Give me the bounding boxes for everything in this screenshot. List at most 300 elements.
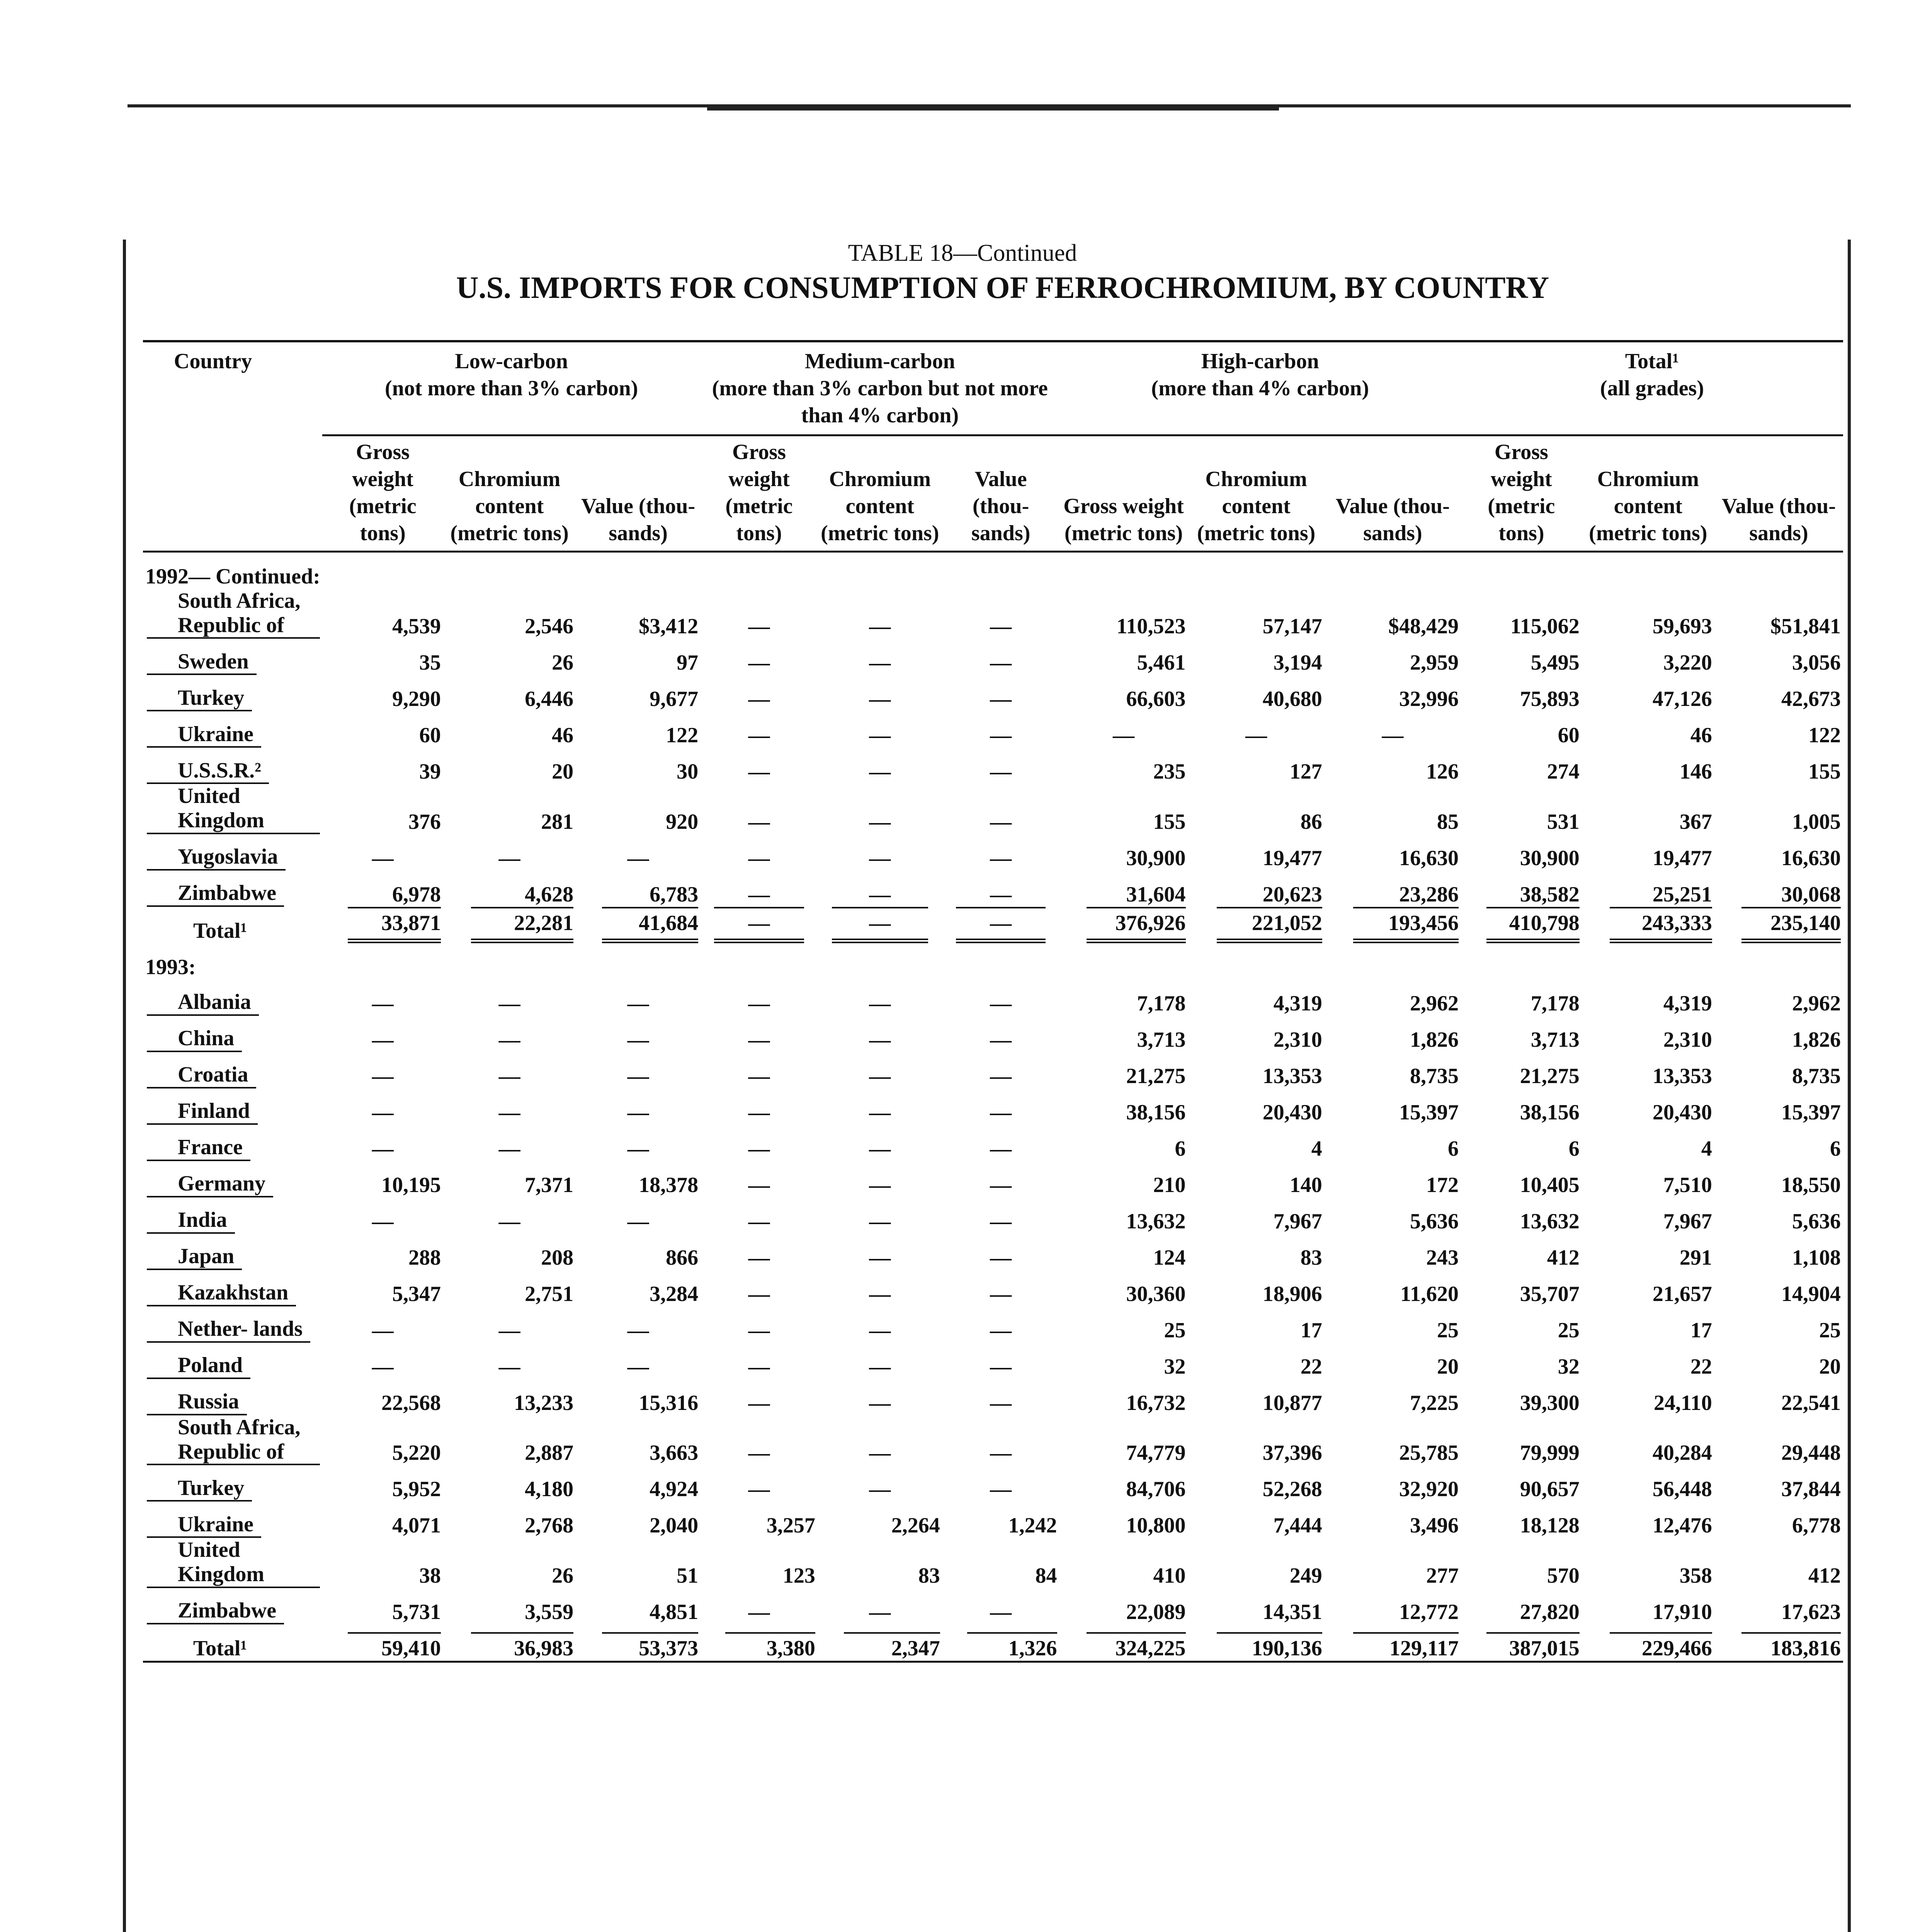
cell-value: — <box>869 846 891 870</box>
cell-value: 7,444 <box>1273 1514 1322 1538</box>
cell-value: 83 <box>918 1563 940 1588</box>
cell-value: 5,952 <box>392 1477 441 1502</box>
cell-value: 16,630 <box>1781 846 1841 870</box>
value-header: Value (thou- sands) <box>942 435 1059 552</box>
cell-value: 31,604 <box>1126 882 1186 906</box>
top-rule-accent <box>707 107 1279 111</box>
cell-value: 39,300 <box>1520 1391 1580 1415</box>
country-name <box>143 784 322 834</box>
cell-value: — <box>869 723 891 748</box>
cell-value: 22,568 <box>381 1391 441 1415</box>
cell-value: 57,147 <box>1262 614 1322 639</box>
cell-value: 51 <box>677 1563 699 1588</box>
cell-value: 2,962 <box>1792 991 1841 1015</box>
cell-value: 12,772 <box>1399 1600 1459 1624</box>
cell-value: 5,347 <box>392 1282 441 1306</box>
total-value: 410,798 <box>1486 907 1580 943</box>
cell-value: 26 <box>552 651 574 675</box>
chromium-content-header: Chromium content (metric tons) <box>1582 435 1714 552</box>
total-value: 3,380 <box>725 1632 815 1661</box>
cell-value: 32,920 <box>1399 1477 1459 1502</box>
cell-value: — <box>748 760 770 784</box>
gross-weight-header: Gross weight (metric tons) <box>1059 435 1188 552</box>
cell-value: 274 <box>1547 760 1580 784</box>
cell-value <box>1325 907 1461 943</box>
cell-value: 32,996 <box>1399 687 1459 711</box>
cell-value: 38,156 <box>1520 1100 1580 1124</box>
country-text: Germany <box>147 1172 273 1197</box>
cell-value: $48,429 <box>1388 614 1459 639</box>
cell-value: — <box>869 1245 891 1270</box>
cell-value: 288 <box>408 1245 441 1270</box>
cell-value: — <box>748 882 770 906</box>
cell-value: 243 <box>1426 1245 1459 1270</box>
cell-value: 124 <box>1153 1245 1186 1270</box>
total-value: 193,456 <box>1353 907 1459 943</box>
country-header: Country <box>143 341 322 552</box>
cell-value: 22 <box>1300 1354 1322 1379</box>
year-label: 1993: <box>145 955 196 980</box>
country-name <box>143 1502 322 1538</box>
cell-value: 30,900 <box>1126 846 1186 870</box>
cell-value: 60 <box>419 723 441 748</box>
table-row <box>143 1306 1843 1343</box>
cell-value: — <box>748 1027 770 1052</box>
cell-value: — <box>627 1354 649 1379</box>
cell-value: — <box>748 846 770 870</box>
cell-value: 6 <box>1830 1136 1841 1161</box>
cell-value: — <box>372 846 394 870</box>
cell-value: — <box>498 1027 520 1052</box>
cell-value: 22 <box>1690 1354 1712 1379</box>
cell-value: 66,603 <box>1126 687 1186 711</box>
total-value: 2,347 <box>844 1632 940 1661</box>
cell-value: 9,677 <box>650 687 699 711</box>
cell-value: 1,826 <box>1792 1027 1841 1052</box>
cell-value: — <box>990 1173 1012 1197</box>
table-row <box>143 1465 1843 1502</box>
cell-value: 21,657 <box>1652 1282 1712 1306</box>
cell-value: — <box>990 810 1012 834</box>
total-row <box>143 1624 1843 1662</box>
cell-value: 126 <box>1426 760 1459 784</box>
cell-value: 1,242 <box>1008 1514 1057 1538</box>
cell-value: 38,582 <box>1520 882 1580 906</box>
cell-value: 2,546 <box>525 614 574 639</box>
table-row <box>143 1270 1843 1306</box>
cell-value: — <box>498 1100 520 1124</box>
country-text: India <box>147 1208 235 1234</box>
country-text: Total¹ <box>193 1636 247 1660</box>
table-row <box>143 784 1843 834</box>
group-title: High-carbon <box>1201 349 1319 373</box>
cell-value: 18,906 <box>1262 1282 1322 1306</box>
cell-value: 4,319 <box>1663 991 1712 1015</box>
cell-value: — <box>748 1391 770 1415</box>
cell-value: 4 <box>1311 1136 1322 1161</box>
cell-value: — <box>748 1136 770 1161</box>
group-subtitle: (more than 4% carbon) <box>1151 376 1369 400</box>
cell-value: — <box>372 1100 394 1124</box>
table-row <box>143 1052 1843 1088</box>
table-label: TABLE 18—Continued <box>848 240 1077 266</box>
cell-value: — <box>1382 723 1404 748</box>
cell-value: 1,826 <box>1410 1027 1459 1052</box>
cell-value: 3,713 <box>1137 1027 1186 1052</box>
group-subtitle: (not more than 3% carbon) <box>384 376 638 400</box>
table-row <box>143 589 1843 639</box>
cell-value: 410 <box>1153 1563 1186 1588</box>
cell-value: 4,851 <box>650 1600 699 1624</box>
country-name <box>143 1538 322 1588</box>
table-row <box>143 980 1843 1016</box>
country-name <box>143 1415 322 1465</box>
country-text: Croatia <box>147 1063 256 1088</box>
cell-value: 37,844 <box>1781 1477 1841 1502</box>
table-body <box>143 552 1843 1662</box>
country-text: South Africa, Republic of <box>147 589 320 639</box>
country-text: United Kingdom <box>147 1538 320 1588</box>
table-row <box>143 1234 1843 1270</box>
country-name <box>143 1016 322 1052</box>
cell-value: — <box>869 1354 891 1379</box>
cell-value: 39 <box>419 760 441 784</box>
cell-value: — <box>990 1064 1012 1088</box>
total-value: 53,373 <box>602 1632 698 1661</box>
total-value: 59,410 <box>348 1632 441 1661</box>
cell-value: — <box>498 1064 520 1088</box>
cell-value: — <box>748 810 770 834</box>
value-header: Value (thou- sands) <box>1325 435 1461 552</box>
cell-value <box>1582 907 1714 943</box>
cell-value: 59,693 <box>1652 614 1712 639</box>
cell-value: 376 <box>408 810 441 834</box>
cell-value: 122 <box>666 723 699 748</box>
total-value: — <box>714 907 804 943</box>
cell-value: 52,268 <box>1262 1477 1322 1502</box>
table-title: U.S. IMPORTS FOR CONSUMPTION OF FERROCHROMIUM, BY COUNTRY <box>456 271 1549 305</box>
cell-value: 7,178 <box>1137 991 1186 1015</box>
total-value: 229,466 <box>1610 1632 1712 1661</box>
cell-value: — <box>990 991 1012 1015</box>
country-text: South Africa, Republic of <box>147 1415 320 1465</box>
table-row <box>143 1343 1843 1379</box>
cell-value: — <box>869 1600 891 1624</box>
cell-value: 20 <box>1819 1354 1841 1379</box>
chromium-content-header: Chromium content (metric tons) <box>443 435 576 552</box>
cell-value <box>942 907 1059 943</box>
country-name <box>143 1161 322 1197</box>
cell-value: — <box>869 614 891 639</box>
cell-value: 4 <box>1701 1136 1712 1161</box>
table-row <box>143 1379 1843 1415</box>
country-text: Nether- lands <box>147 1317 310 1343</box>
cell-value: 3,056 <box>1792 651 1841 675</box>
cell-value: 6,783 <box>650 882 699 906</box>
cell-value: 3,663 <box>650 1441 699 1465</box>
cell-value: — <box>869 760 891 784</box>
chromium-content-header: Chromium content (metric tons) <box>818 435 942 552</box>
total-value: 324,225 <box>1087 1632 1186 1661</box>
cell-value: — <box>627 846 649 870</box>
cell-value: — <box>748 1282 770 1306</box>
cell-value: — <box>990 882 1012 906</box>
cell-value: — <box>990 723 1012 748</box>
cell-value: — <box>748 1209 770 1233</box>
year-label: 1992— Continued: <box>145 565 320 589</box>
cell-value: 7,967 <box>1273 1209 1322 1233</box>
cell-value: 2,959 <box>1410 651 1459 675</box>
cell-value: 1,108 <box>1792 1245 1841 1270</box>
group-title: Medium-carbon <box>804 349 955 373</box>
year-row <box>143 552 1843 589</box>
cell-value: — <box>990 1245 1012 1270</box>
cell-value: 2,751 <box>525 1282 574 1306</box>
cell-value: 6,446 <box>525 687 574 711</box>
country-text: Ukraine <box>147 722 261 748</box>
cell-value: — <box>748 1354 770 1379</box>
cell-value: — <box>748 687 770 711</box>
left-margin-line <box>123 240 126 1932</box>
cell-value: — <box>990 1391 1012 1415</box>
cell-value: 13,353 <box>1262 1064 1322 1088</box>
cell-value: 7,178 <box>1530 991 1580 1015</box>
country-text: Poland <box>147 1353 250 1379</box>
table-row <box>143 1016 1843 1052</box>
cell-value: 75,893 <box>1520 687 1580 711</box>
cell-value: — <box>869 651 891 675</box>
cell-value: 4,071 <box>392 1514 441 1538</box>
cell-value: 110,523 <box>1116 614 1186 639</box>
cell-value: 90,657 <box>1520 1477 1580 1502</box>
table-row <box>143 1088 1843 1125</box>
cell-value: 10,405 <box>1520 1173 1580 1197</box>
cell-value: 17 <box>1690 1318 1712 1342</box>
table-row <box>143 834 1843 871</box>
cell-value: 2,040 <box>650 1514 699 1538</box>
country-name <box>143 1197 322 1234</box>
cell-value: 140 <box>1289 1173 1322 1197</box>
cell-value: $51,841 <box>1770 614 1841 639</box>
cell-value: — <box>990 1282 1012 1306</box>
cell-value: 19,477 <box>1262 846 1322 870</box>
cell-value: 123 <box>782 1563 815 1588</box>
cell-value: 86 <box>1300 810 1322 834</box>
cell-value: 19,477 <box>1652 846 1712 870</box>
cell-value: — <box>869 1318 891 1342</box>
cell-value: — <box>990 1477 1012 1502</box>
gross-weight-header: Gross weight (metric tons) <box>1461 435 1582 552</box>
cell-value: 20,623 <box>1262 882 1322 906</box>
cell-value: 35,707 <box>1520 1282 1580 1306</box>
cell-value: 8,735 <box>1792 1064 1841 1088</box>
table-row <box>143 748 1843 784</box>
cell-value: 4,180 <box>525 1477 574 1502</box>
cell-value: 46 <box>1690 723 1712 748</box>
cell-value: — <box>748 1100 770 1124</box>
total-row <box>143 907 1843 943</box>
cell-value: 18,550 <box>1781 1173 1841 1197</box>
cell-value: 14,904 <box>1781 1282 1841 1306</box>
cell-value: 5,461 <box>1137 651 1186 675</box>
table-row <box>143 1502 1843 1538</box>
cell-value: 3,257 <box>766 1514 815 1538</box>
cell-value: 15,316 <box>639 1391 699 1415</box>
total-value: 243,333 <box>1610 907 1712 943</box>
cell-value: 12,476 <box>1652 1514 1712 1538</box>
cell-value: 27,820 <box>1520 1600 1580 1624</box>
cell-value: — <box>1245 723 1267 748</box>
cell-value: 5,220 <box>392 1441 441 1465</box>
column-group-header-row <box>143 341 1843 435</box>
country-text: Kazakhstan <box>147 1281 296 1306</box>
cell-value: 79,999 <box>1520 1441 1580 1465</box>
country-text: Sweden <box>147 650 257 675</box>
cell-value: — <box>498 991 520 1015</box>
country-name <box>143 748 322 784</box>
cell-value: 20 <box>552 760 574 784</box>
cell-value: 32 <box>1164 1354 1186 1379</box>
cell-value: — <box>627 1209 649 1233</box>
cell-value: — <box>372 1318 394 1342</box>
cell-value: — <box>748 723 770 748</box>
cell-value <box>818 907 942 943</box>
cell-value: 25,251 <box>1652 882 1712 906</box>
cell-value: — <box>1113 723 1134 748</box>
cell-value: — <box>372 991 394 1015</box>
total-label <box>143 907 322 943</box>
cell-value: $3,412 <box>639 614 699 639</box>
cell-value: 10,800 <box>1126 1514 1186 1538</box>
cell-value: 7,510 <box>1663 1173 1712 1197</box>
total-value: — <box>956 907 1046 943</box>
cell-value <box>1582 1624 1714 1662</box>
cell-value: 10,195 <box>381 1173 441 1197</box>
cell-value: 13,233 <box>514 1391 574 1415</box>
table-row <box>143 1415 1843 1465</box>
cell-value: 122 <box>1808 723 1841 748</box>
cell-value: 25 <box>1558 1318 1580 1342</box>
cell-value: 29,448 <box>1781 1441 1841 1465</box>
cell-value: 5,636 <box>1792 1209 1841 1233</box>
cell-value: 2,887 <box>525 1441 574 1465</box>
cell-value: — <box>498 1136 520 1161</box>
cell-value: — <box>627 1100 649 1124</box>
gross-weight-header: Gross weight (metric tons) <box>322 435 443 552</box>
cell-value: 83 <box>1300 1245 1322 1270</box>
cell-value: 25 <box>1437 1318 1459 1342</box>
cell-value: — <box>372 1027 394 1052</box>
cell-value: 46 <box>552 723 574 748</box>
gross-weight-header: Gross weight (metric tons) <box>701 435 818 552</box>
cell-value: 20,430 <box>1262 1100 1322 1124</box>
cell-value: 3,284 <box>650 1282 699 1306</box>
cell-value: — <box>990 1318 1012 1342</box>
cell-value: — <box>869 810 891 834</box>
cell-value: 11,620 <box>1400 1282 1459 1306</box>
country-name <box>143 1588 322 1624</box>
cell-value: 35 <box>419 651 441 675</box>
group-subtitle: (all grades) <box>1600 376 1704 400</box>
cell-value: 7,371 <box>525 1173 574 1197</box>
country-text: Zimbabwe <box>147 1599 284 1624</box>
cell-value: 1,005 <box>1792 810 1841 834</box>
cell-value: 3,713 <box>1530 1027 1580 1052</box>
group-subtitle: (more than 3% carbon but not more than 4% carbon) <box>712 376 1048 427</box>
cell-value: 4,628 <box>525 882 574 906</box>
cell-value: 3,496 <box>1410 1514 1459 1538</box>
cell-value: 38,156 <box>1126 1100 1186 1124</box>
right-margin-line <box>1848 240 1851 1932</box>
cell-value: — <box>748 1600 770 1624</box>
cell-value: 2,310 <box>1663 1027 1712 1052</box>
cell-value <box>1714 907 1843 943</box>
column-header-row <box>143 435 1843 552</box>
country-name <box>143 871 322 907</box>
country-text: Total¹ <box>193 918 247 943</box>
cell-value: — <box>990 651 1012 675</box>
cell-value: — <box>869 687 891 711</box>
group-header-medium-carbon <box>701 341 1059 435</box>
cell-value: 4,319 <box>1273 991 1322 1015</box>
table-row <box>143 1125 1843 1161</box>
cell-value: — <box>869 882 891 906</box>
country-name <box>143 1125 322 1161</box>
cell-value: 40,284 <box>1652 1441 1712 1465</box>
cell-value: — <box>748 991 770 1015</box>
table-row <box>143 871 1843 907</box>
cell-value: 412 <box>1547 1245 1580 1270</box>
country-text: Turkey <box>147 686 252 712</box>
cell-value: 146 <box>1679 760 1712 784</box>
total-value: 183,816 <box>1741 1632 1841 1661</box>
cell-value: 17,623 <box>1781 1600 1841 1624</box>
country-text: Finland <box>147 1099 258 1125</box>
cell-value: 7,967 <box>1663 1209 1712 1233</box>
cell-value: 208 <box>541 1245 574 1270</box>
table-row <box>143 1197 1843 1234</box>
country-text: Japan <box>147 1244 242 1270</box>
cell-value: 21,275 <box>1126 1064 1186 1088</box>
cell-value <box>701 1624 818 1662</box>
cell-value: 155 <box>1808 760 1841 784</box>
cell-value: 74,779 <box>1126 1441 1186 1465</box>
cell-value: 25 <box>1819 1318 1841 1342</box>
cell-value <box>322 907 443 943</box>
cell-value: 7,225 <box>1410 1391 1459 1415</box>
cell-value: — <box>990 1441 1012 1465</box>
cell-value: 13,632 <box>1126 1209 1186 1233</box>
cell-value: 18,378 <box>639 1173 699 1197</box>
cell-value: 2,310 <box>1273 1027 1322 1052</box>
total-value: 33,871 <box>348 907 441 943</box>
cell-value: 37,396 <box>1262 1441 1322 1465</box>
table-row <box>143 675 1843 711</box>
cell-value: — <box>498 846 520 870</box>
cell-value: — <box>869 1136 891 1161</box>
cell-value: — <box>990 1209 1012 1233</box>
cell-value: 42,673 <box>1781 687 1841 711</box>
cell-value: — <box>990 1600 1012 1624</box>
cell-value: 4,539 <box>392 614 441 639</box>
cell-value: — <box>869 1477 891 1502</box>
country-text: U.S.S.R.² <box>147 759 269 784</box>
country-text: France <box>147 1135 250 1161</box>
cell-value: 20 <box>1437 1354 1459 1379</box>
group-header-total <box>1461 341 1843 435</box>
cell-value: 30,360 <box>1126 1282 1186 1306</box>
cell-value: 367 <box>1679 810 1712 834</box>
